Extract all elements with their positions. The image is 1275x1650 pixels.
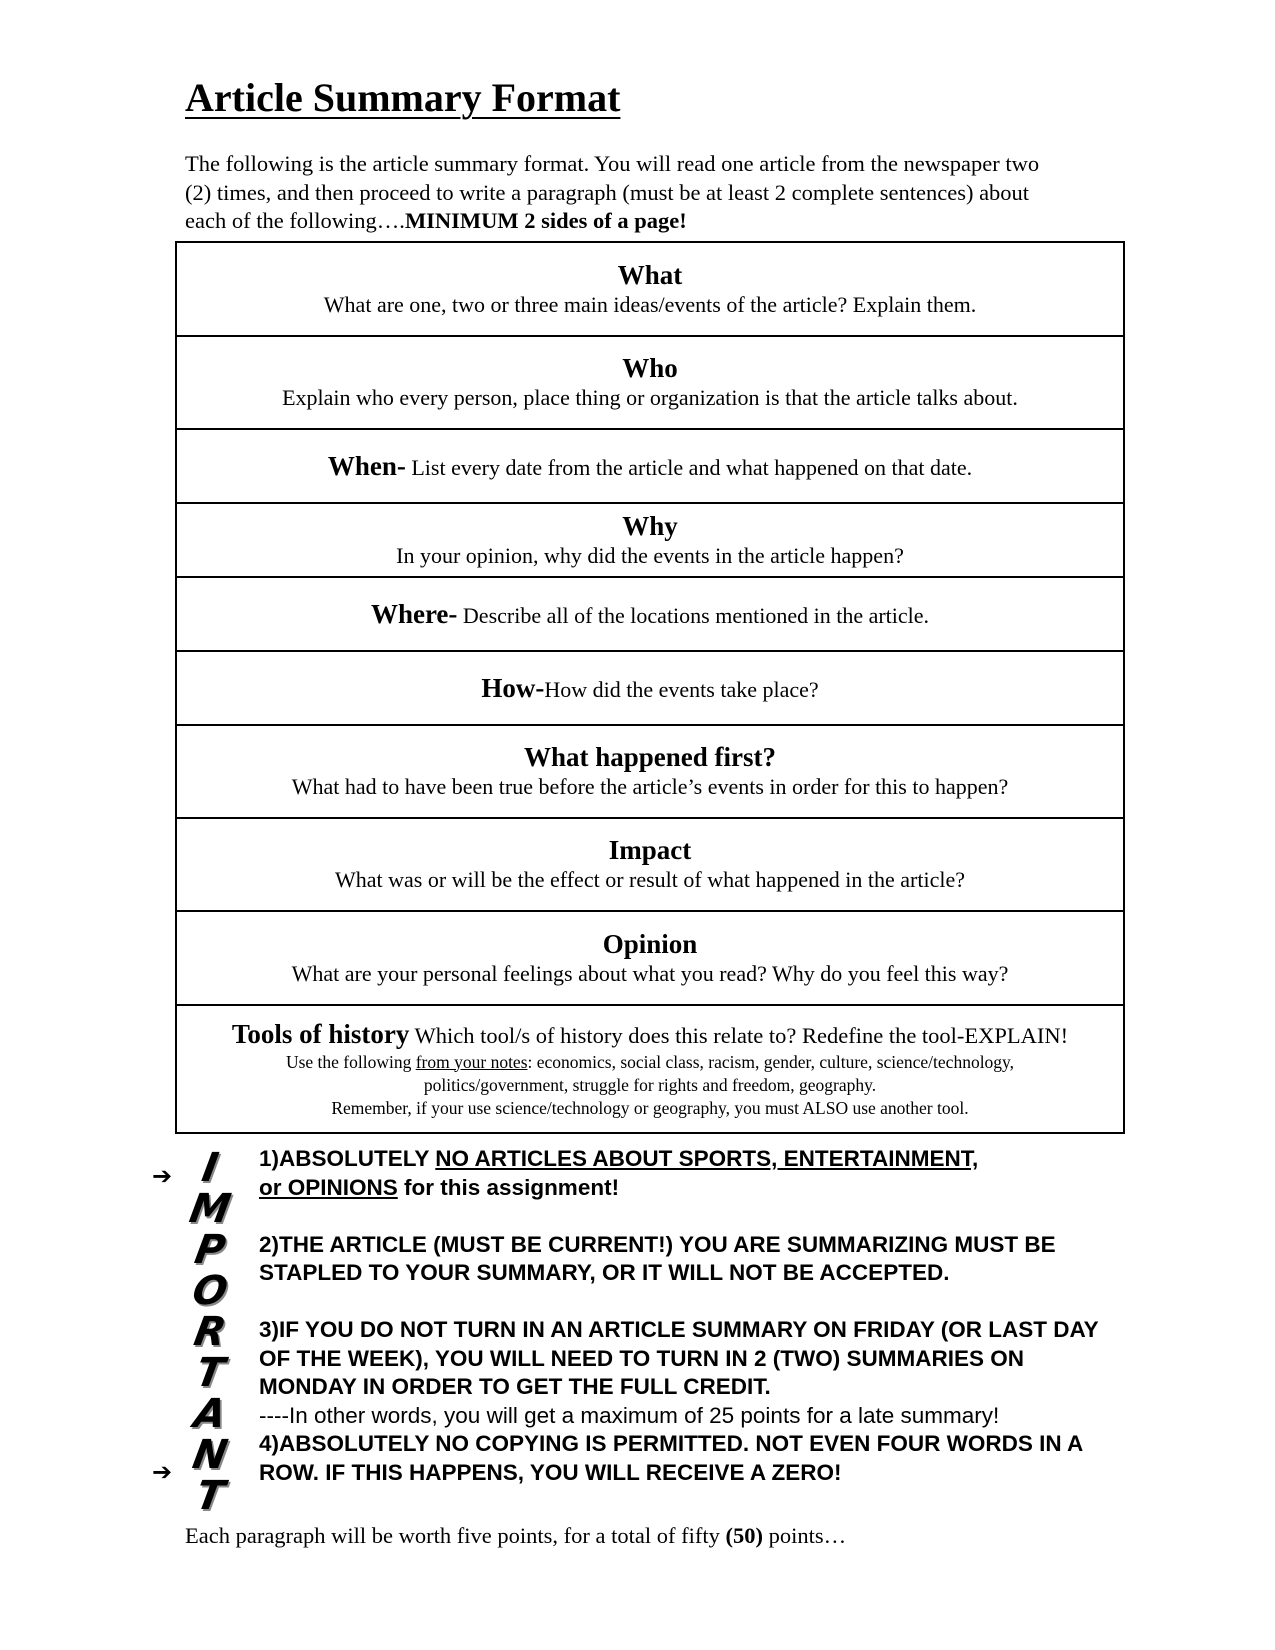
- row-tools-of-history: [177, 1006, 1123, 1132]
- how-description: How did the events take place?: [544, 676, 819, 702]
- row-opinion: [177, 912, 1123, 1006]
- notice-4: 4)ABSOLUTELY NO COPYING IS PERMITTED. NOT EVEN FOUR WORDS IN A ROW. IF THIS HAPPENS, YOU WILL RECEIVE A ZERO!: [259, 1431, 1083, 1485]
- when-heading: When-: [327, 450, 406, 481]
- row-what: [177, 243, 1123, 337]
- intro-emphasis: MINIMUM 2 sides of a page!: [404, 208, 687, 233]
- notice-3-tail: ----In other words, you will get a maximum of 25 points for a late summary!: [259, 1402, 1000, 1428]
- what-heading: What: [617, 259, 683, 290]
- important-letter: P: [191, 1227, 229, 1273]
- impact-description: What was or will be the effect or result of what happened in the article?: [334, 867, 965, 892]
- how-heading: How-: [481, 672, 545, 703]
- important-letter: M: [186, 1186, 235, 1232]
- notice-3: 3)IF YOU DO NOT TURN IN AN ARTICLE SUMMARY ON FRIDAY (OR LAST DAY OF THE WEEK), YOU WILL NEED TO TURN IN 2 (TWO) SUMMARIES ON MONDAY IN ORDER TO GET THE FULL CREDIT.: [259, 1317, 1099, 1399]
- impact-heading: Impact: [608, 835, 692, 865]
- tools-list-line-2: politics/government, struggle for rights and freedom, geography.: [423, 1074, 877, 1095]
- opinion-description: What are your personal feelings about what you read? Why do you feel this way?: [291, 960, 1009, 986]
- page-title: Article Summary Format: [185, 75, 621, 120]
- row-who: [177, 337, 1123, 430]
- row-when: [177, 430, 1123, 504]
- first-description: What had to have been true before the article’s events in order for this to happen?: [291, 774, 1009, 799]
- summary-format-table: [175, 241, 1125, 1134]
- important-letter: I: [198, 1145, 222, 1191]
- opinion-heading: Opinion: [602, 928, 698, 959]
- row-how: [177, 652, 1123, 726]
- footer-points: (50): [725, 1523, 763, 1548]
- important-letter: T: [192, 1473, 228, 1519]
- intro-paragraph: [185, 150, 1045, 236]
- important-letter: A: [190, 1391, 230, 1437]
- notice-1-underlined-b: or OPINIONS: [259, 1174, 398, 1200]
- intro-text: The following is the article summary format. You will read one article from the newspaper two (2) times, and then proceed to write a paragraph (must be at least 2 complete sentences) about each of the following….: [185, 151, 1040, 233]
- points-footer: [185, 1523, 846, 1549]
- important-letter: N: [189, 1432, 231, 1478]
- tools-description: Which tool/s of history does this relate to? Redefine the tool-EXPLAIN!: [409, 1022, 1069, 1048]
- important-notices: [259, 1145, 1119, 1487]
- who-heading: Who: [622, 353, 678, 383]
- notice-1-suffix: for this assignment!: [397, 1174, 620, 1200]
- where-heading: Where-: [370, 598, 458, 629]
- arrow-right-icon: ➔: [152, 1458, 173, 1486]
- notice-2: 2)THE ARTICLE (MUST BE CURRENT!) YOU ARE SUMMARIZING MUST BE STAPLED TO YOUR SUMMARY, OR IT WILL NOT BE ACCEPTED.: [259, 1231, 1056, 1285]
- why-heading: Why: [622, 510, 678, 541]
- when-description: List every date from the article and what happened on that date.: [405, 454, 973, 480]
- what-description: What are one, two or three main ideas/events of the article? Explain them.: [323, 291, 977, 317]
- tools-list-suffix: : economics, social class, racism, gender, culture, science/technology,: [527, 1051, 1015, 1072]
- why-description: In your opinion, why did the events in the article happen?: [396, 542, 904, 568]
- tools-heading: Tools of history: [231, 1018, 410, 1049]
- row-impact: [177, 819, 1123, 912]
- row-what-happened-first: [177, 726, 1123, 819]
- row-where: [177, 578, 1123, 652]
- where-description: Describe all of the locations mentioned in the article.: [457, 602, 930, 628]
- important-letter: R: [190, 1309, 230, 1355]
- arrow-right-icon: ➔: [152, 1162, 173, 1190]
- tools-list-prefix: Use the following: [285, 1051, 416, 1072]
- footer-prefix: Each paragraph will be worth five points, for a total of fifty: [185, 1523, 726, 1548]
- who-description: Explain who every person, place thing or organization is that the article talks about.: [282, 385, 1018, 410]
- notice-1: [259, 1145, 1119, 1202]
- tools-list-line: [177, 1051, 1123, 1074]
- footer-suffix: points…: [762, 1523, 847, 1548]
- important-vertical-label: [175, 1145, 245, 1519]
- important-letter: T: [192, 1350, 228, 1396]
- important-letter: O: [189, 1268, 232, 1314]
- row-why: [177, 504, 1123, 578]
- notice-1-underlined-a: NO ARTICLES ABOUT SPORTS, ENTERTAINMENT,: [435, 1146, 979, 1171]
- tools-list-underlined: from your notes: [415, 1051, 528, 1072]
- first-heading: What happened first?: [523, 742, 777, 772]
- tools-reminder: Remember, if your use science/technology or geography, you must ALSO use another tool.: [331, 1097, 969, 1118]
- notice-1-prefix: 1)ABSOLUTELY: [259, 1146, 436, 1171]
